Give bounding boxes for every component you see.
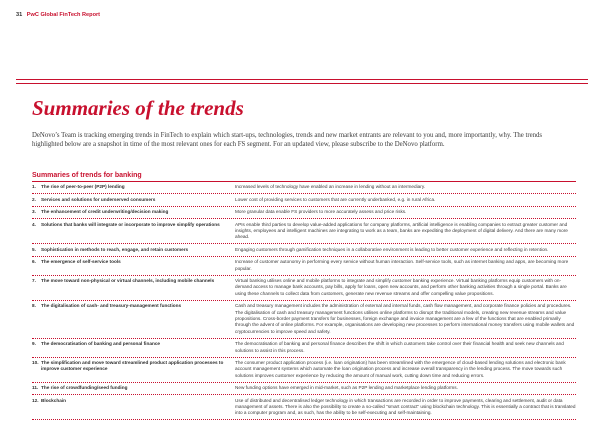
top-divider	[16, 79, 588, 80]
table-row	[32, 383, 576, 395]
table-row	[32, 207, 576, 219]
trend-description: Increased levels of technology have enabled an increase in lending without an intermediary.	[235, 184, 426, 190]
row-number: 9.	[32, 341, 36, 347]
table-row	[32, 194, 576, 206]
trend-name: The emergence of self-service tools	[41, 259, 121, 265]
page-number: 31	[16, 12, 23, 18]
row-number: 12.	[32, 397, 39, 403]
table-row	[32, 301, 576, 339]
trend-name: The digitalisation of cash- and treasury-management functions	[41, 303, 182, 309]
row-number: 11.	[32, 385, 39, 391]
page-title: Summaries of the trends	[32, 96, 244, 120]
row-number: 2.	[32, 196, 36, 202]
section-title: Summaries of trends for banking	[32, 172, 142, 179]
trends-table	[32, 181, 576, 420]
trend-description: Lower cost of providing services to customers that are currently underbanked, e.g. in rural Africa.	[235, 196, 436, 202]
trend-name: The simplification and move toward streamlined product application processes to improve customer experience	[41, 359, 224, 372]
row-number: 5.	[32, 246, 36, 252]
row-number: 4.	[32, 221, 36, 227]
trend-name: The rise of crowdfunding/seed funding	[41, 385, 128, 391]
top-divider-second	[16, 83, 588, 84]
trend-description: New funding options have emerged in mid-market, such as P2P lending and marketplace lending platforms.	[235, 385, 458, 391]
trend-name: Blockchain	[41, 397, 67, 403]
trend-description: The democratisation of banking and personal finance describes the shift in which customers take control over their financial health and seek new channels and solutions to assist in this process.	[235, 341, 564, 353]
report-title: PwC Global FinTech Report	[26, 12, 101, 18]
trend-name: The democratisation of banking and personal finance	[41, 341, 161, 347]
page-header	[16, 12, 100, 18]
trend-description: Virtual banking utilises online and mobile platforms to integrate and simplify customer banking experience. Virtual banking platforms equip customers with on-demand access to manage bank accounts, pay bills, apply for loans, open new accounts, and perform other banking activities through a single portal. Banks are using these channels to collect data from customers, generate new revenue streams and offer compelling value propositions.	[235, 277, 567, 296]
row-number: 7.	[32, 277, 36, 283]
trend-description: The consumer product application process (i.e. loan origination) has been streamlined with the emergence of cloud-based lending solutions and electronic bank account management systems which automate the loan origination process and increase overall transparency in the lending process. The move towards such solutions improves customer experience by reducing the amount of manual work, cutting down time and reducing errors.	[235, 359, 566, 378]
table-row	[32, 244, 576, 256]
row-number: 6.	[32, 259, 36, 265]
trend-description: Increase of customer autonomy in performing every service without human interaction. Self-service tools, such as internet banking and apps, are becoming more popular.	[235, 259, 569, 271]
table-row	[32, 219, 576, 244]
trend-description: Engaging customers through gamification techniques in a collaborative environment is leading to better customer experience and reflecting in retention.	[235, 246, 549, 252]
row-number: 10.	[32, 359, 39, 365]
intro-paragraph: DeNovo’s Team is tracking emerging trends in FinTech to explain which start-ups, technologies, trends and new market entrants are relevant to you and, more importantly, why. The trends highlighted below are a snapshot in time of the most relevant ones for each FS segment. For an updated view, please subscribe to the DeNovo platform.	[32, 132, 543, 149]
table-row	[32, 339, 576, 358]
trend-name: The rise of peer-to-peer (P2P) lending	[41, 184, 125, 190]
table-row	[32, 395, 576, 420]
row-number: 3.	[32, 209, 36, 215]
trend-name: Sophistication in methods to reach, engage, and retain customers	[41, 246, 189, 252]
trend-name: Services and solutions for underserved consumers	[41, 196, 156, 202]
table-row	[32, 257, 576, 276]
trend-description: More granular data enable FS providers to more accurately assess and price risks.	[235, 209, 407, 215]
table-row	[32, 182, 576, 194]
row-number: 1.	[32, 184, 36, 190]
trend-description: Cash and treasury management includes the administration of external and internal funds, cash flow management, and corporate finance policies and procedures. The digitalisation of cash and treasury management functions utilises online platforms to disrupt the traditional models, creating new revenue streams and value propositions. Cross-border payment transfers for businesses, foreign exchange and invoice management are a few of the functions that are enabled primarily through the advent of online platforms. For example, organisations are developing new processes to perform international money transfers using mobile wallets and cryptocurrencies to improve speed and safety.	[235, 303, 575, 334]
table-row	[32, 358, 576, 383]
trend-name: Solutions that banks will integrate or incorporate to improve simplify operations	[41, 221, 220, 227]
table-row	[32, 276, 576, 301]
trend-name: The move toward non-physical or virtual channels, including mobile channels	[41, 277, 215, 283]
trend-description: Use of distributed and decentralised ledger technology in which transactions are recorded in order to improve payments, clearing and settlement, audit or data management of assets. There is also the possibility to create a so-called "smart contract" using blockchain technology. This is essentially a contract that is translated into a computer program and, as such, has the ability to be self-executing and self-maintaining.	[235, 397, 576, 416]
trend-name: The enhancement of credit underwriting/decision making	[41, 209, 169, 215]
row-number: 8.	[32, 303, 36, 309]
trend-description: APIs enable third parties to develop value-added applications for company platforms, artificial intelligence is enabling companies to extract greater customer and insights, employees and intelligent machines are integrating to work as a team, banks are expediting the deployment of digital delivery. And there are many more ahead.	[235, 221, 568, 240]
